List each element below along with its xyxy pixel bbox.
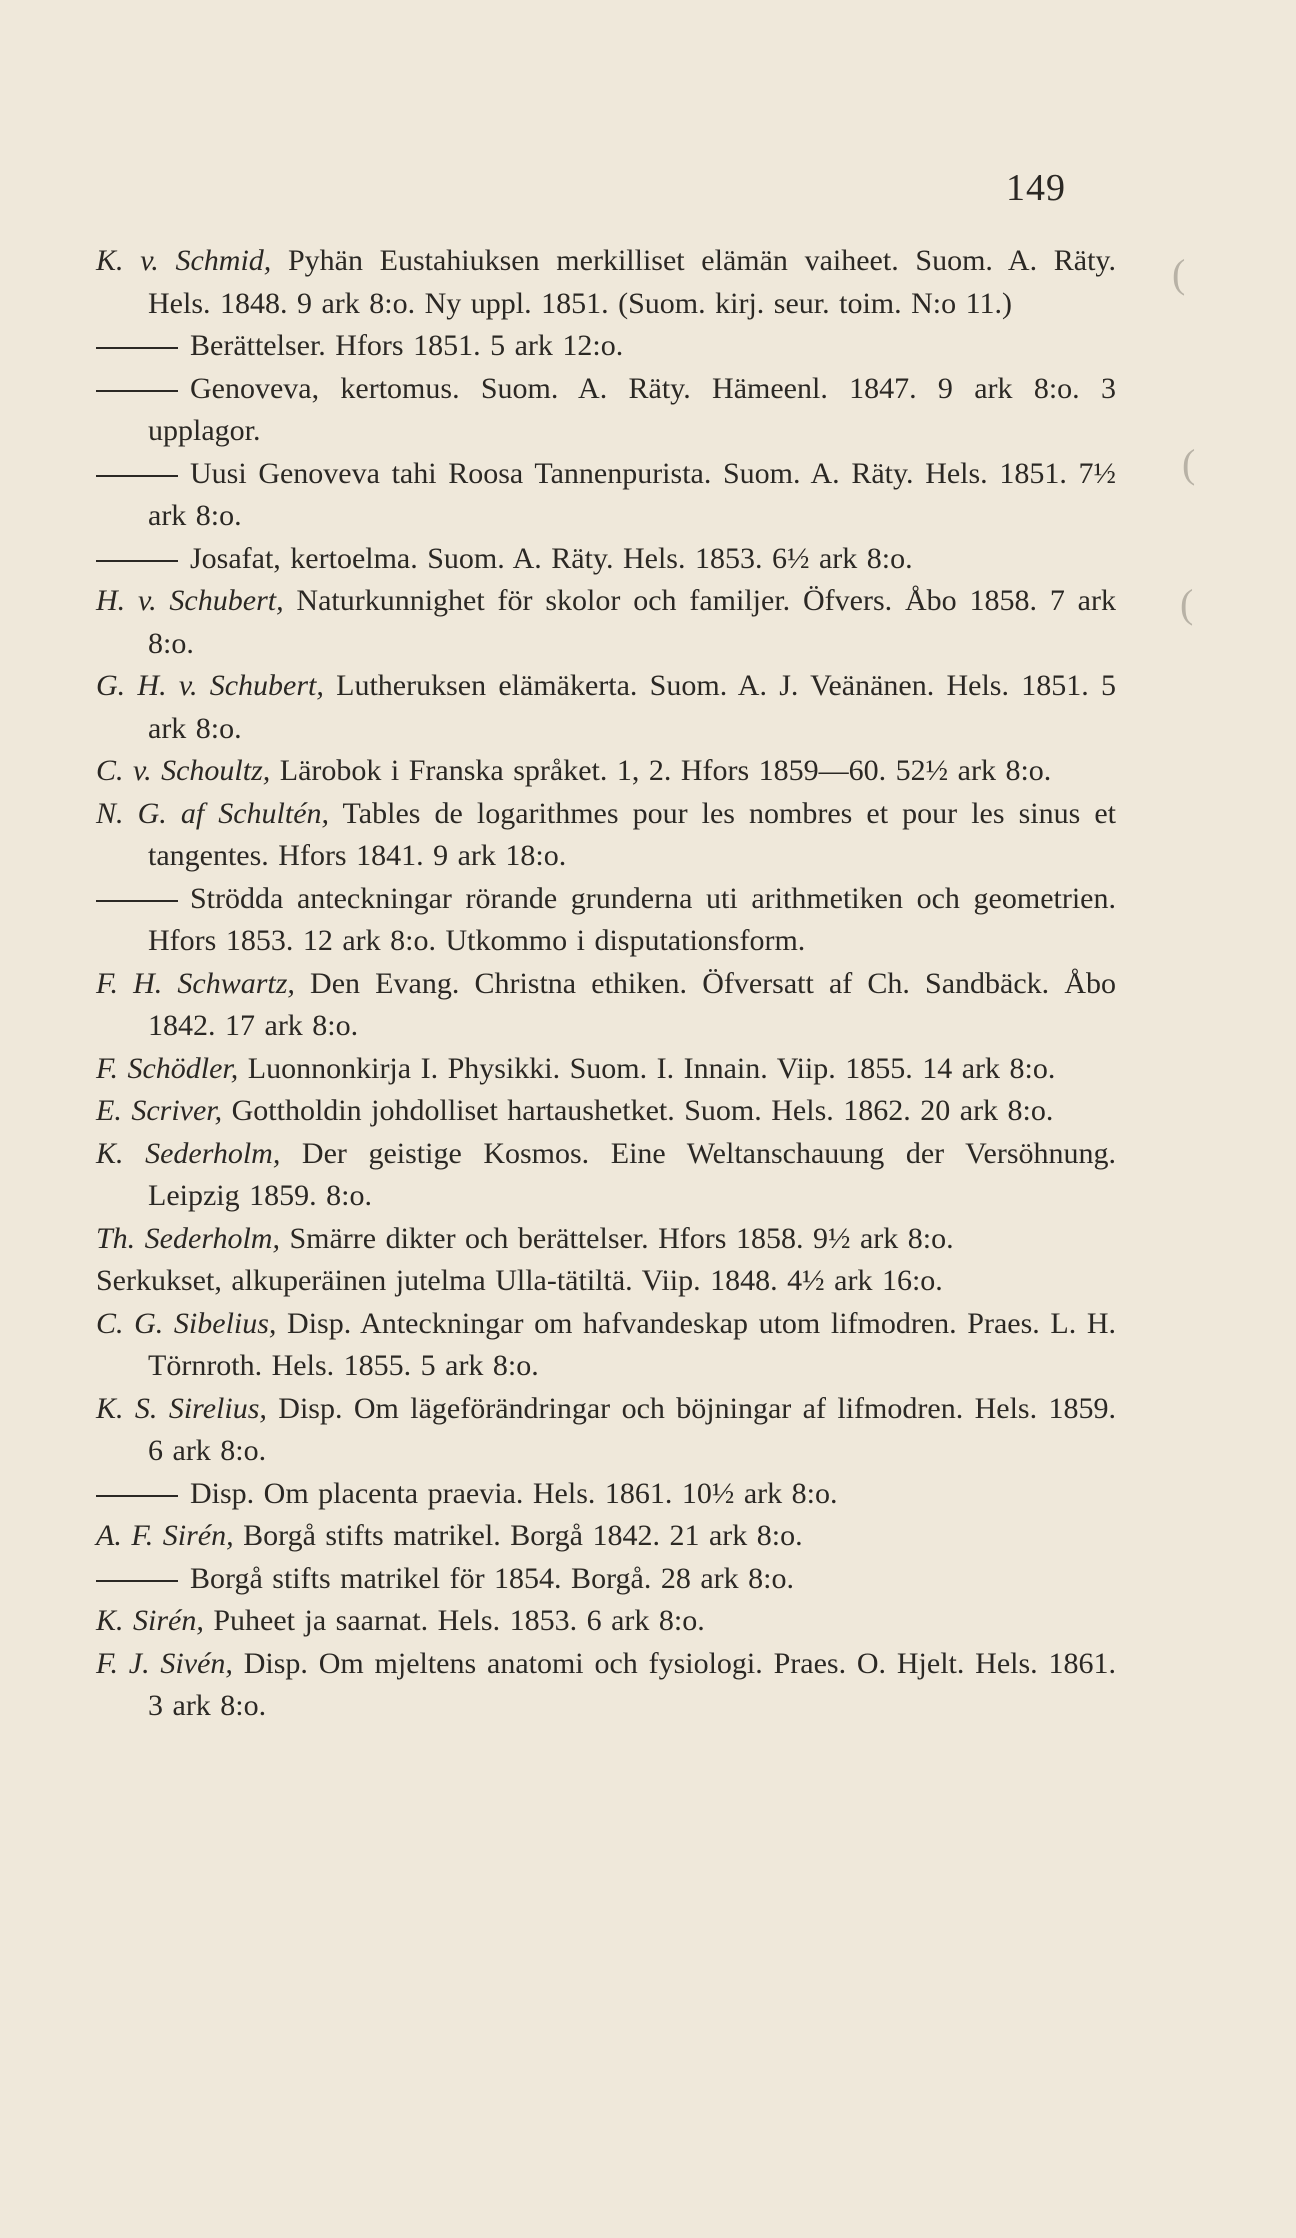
ditto-dash bbox=[96, 347, 178, 349]
bibliography-entry bbox=[96, 1133, 1116, 1218]
entry-author: K. S. Sirelius, bbox=[96, 1391, 267, 1425]
bibliography-entry bbox=[96, 1643, 1116, 1728]
entry-text: Luonnonkirja I. Physikki. Suom. I. Innain. Viip. 1855. 14 ark 8:o. bbox=[238, 1051, 1056, 1085]
entry-text: Der geistige Kosmos. Eine Weltanschauung der Versöhnung. Leipzig 1859. 8:o. bbox=[148, 1136, 1116, 1212]
entry-text: Puheet ja saarnat. Hels. 1853. 6 ark 8:o. bbox=[203, 1604, 705, 1637]
entry-text: Serkukset, alkuperäinen jutelma Ulla-tätiltä. Viip. 1848. 4½ ark 16:o. bbox=[96, 1264, 943, 1297]
entry-author: A. F. Sirén, bbox=[96, 1519, 234, 1552]
entry-author: E. Scriver, bbox=[96, 1094, 223, 1127]
entry-text: Borgå stifts matrikel för 1854. Borgå. 28 ark 8:o. bbox=[190, 1561, 794, 1595]
bibliography-entry bbox=[96, 1515, 1116, 1558]
bibliography-entry bbox=[96, 325, 1116, 368]
entry-text: Disp. Om lägeförändringar och böjningar af lifmodren. Hels. 1859. 6 ark 8:o. bbox=[148, 1391, 1116, 1467]
entry-author: C. G. Sibelius, bbox=[96, 1306, 277, 1340]
ditto-dash bbox=[96, 1495, 178, 1497]
entry-author: F. H. Schwartz, bbox=[96, 966, 295, 1000]
bibliography-entry bbox=[96, 963, 1116, 1048]
margin-mark: ( bbox=[1172, 251, 1186, 296]
bibliography-entry bbox=[96, 1303, 1116, 1388]
margin-mark: ( bbox=[1180, 581, 1194, 626]
bibliography-entry bbox=[96, 1090, 1116, 1133]
entry-text: Borgå stifts matrikel. Borgå 1842. 21 ark 8:o. bbox=[233, 1519, 803, 1552]
bibliography-entry bbox=[96, 1218, 1116, 1261]
bibliography-entry bbox=[96, 750, 1116, 793]
entry-author: N. G. af Schultén, bbox=[96, 796, 330, 830]
entry-text: Disp. Om mjeltens anatomi och fysiologi. Praes. O. Hjelt. Hels. 1861. 3 ark 8:o. bbox=[148, 1646, 1116, 1722]
page-number: 149 bbox=[1006, 167, 1066, 209]
bibliography-entry bbox=[96, 793, 1116, 878]
entry-author: K. Sirén, bbox=[96, 1604, 204, 1637]
ditto-dash bbox=[96, 560, 178, 562]
entry-author: C. v. Schoultz, bbox=[96, 754, 271, 787]
bibliography-entry bbox=[96, 878, 1116, 963]
bibliography-entry bbox=[96, 1600, 1116, 1643]
entry-text: Genoveva, kertomus. Suom. A. Räty. Hämeenl. 1847. 9 ark 8:o. 3 upplagor. bbox=[148, 371, 1116, 447]
bibliography-list bbox=[96, 240, 1116, 1728]
bibliography-entry bbox=[96, 1260, 1116, 1303]
bibliography-entry bbox=[96, 1473, 1116, 1516]
entry-author: F. Schödler, bbox=[96, 1051, 239, 1085]
bibliography-entry bbox=[96, 240, 1116, 325]
bibliography-entry bbox=[96, 538, 1116, 581]
margin-mark: ( bbox=[1182, 441, 1196, 486]
bibliography-entry bbox=[96, 1558, 1116, 1601]
entry-text: Lutheruksen elämäkerta. Suom. A. J. Veänänen. Hels. 1851. 5 ark 8:o. bbox=[148, 669, 1116, 745]
bibliography-entry bbox=[96, 453, 1116, 538]
entry-author: F. J. Sivén, bbox=[96, 1646, 233, 1680]
bibliography-entry bbox=[96, 1388, 1116, 1473]
entry-author: Th. Sederholm, bbox=[96, 1221, 280, 1255]
bibliography-entry bbox=[96, 665, 1116, 750]
bibliography-entry bbox=[96, 368, 1116, 453]
entry-author: K. Sederholm, bbox=[96, 1136, 281, 1170]
entry-text: Pyhän Eustahiuksen merkilliset elämän vaiheet. Suom. A. Räty. Hels. 1848. 9 ark 8:o. Ny uppl. 1851. (Suom. kirj. seur. toim. N:o 11.) bbox=[148, 244, 1116, 320]
entry-text: Josafat, kertoelma. Suom. A. Räty. Hels. 1853. 6½ ark 8:o. bbox=[190, 541, 913, 575]
entry-text: Berättelser. Hfors 1851. 5 ark 12:o. bbox=[190, 329, 624, 362]
entry-text: Disp. Anteckningar om hafvandeskap utom lifmodren. Praes. L. H. Törnroth. Hels. 1855. 5 ark 8:o. bbox=[148, 1306, 1117, 1382]
entry-text: Strödda anteckningar rörande grunderna uti arithmetiken och geometrien. Hfors 1853. 12 ark 8:o. Utkommo i disputationsform. bbox=[148, 881, 1116, 957]
entry-author: H. v. Schubert, bbox=[96, 584, 284, 617]
ditto-dash bbox=[96, 900, 178, 902]
bibliography-entry bbox=[96, 1048, 1116, 1091]
entry-text: Naturkunnighet för skolor och familjer. Öfvers. Åbo 1858. 7 ark 8:o. bbox=[148, 584, 1116, 660]
entry-text: Smärre dikter och berättelser. Hfors 1858. 9½ ark 8:o. bbox=[279, 1221, 954, 1255]
entry-text: Gottholdin johdolliset hartaushetket. Suom. Hels. 1862. 20 ark 8:o. bbox=[222, 1094, 1054, 1127]
entry-text: Uusi Genoveva tahi Roosa Tannenpurista. Suom. A. Räty. Hels. 1851. 7½ ark 8:o. bbox=[148, 456, 1116, 532]
entry-text: Lärobok i Franska språket. 1, 2. Hfors 1859—60. 52½ ark 8:o. bbox=[270, 754, 1052, 787]
entry-text: Disp. Om placenta praevia. Hels. 1861. 10½ ark 8:o. bbox=[190, 1476, 838, 1510]
ditto-dash bbox=[96, 390, 178, 392]
entry-author: K. v. Schmid, bbox=[96, 244, 272, 277]
entry-text: Den Evang. Christna ethiken. Öfversatt af Ch. Sandbäck. Åbo 1842. 17 ark 8:o. bbox=[148, 966, 1116, 1042]
ditto-dash bbox=[96, 475, 178, 477]
entry-author: G. H. v. Schubert, bbox=[96, 669, 324, 702]
ditto-dash bbox=[96, 1580, 178, 1582]
entry-text: Tables de logarithmes pour les nombres et pour les sinus et tangentes. Hfors 1841. 9 ark 18:o. bbox=[148, 796, 1117, 872]
bibliography-entry bbox=[96, 580, 1116, 665]
